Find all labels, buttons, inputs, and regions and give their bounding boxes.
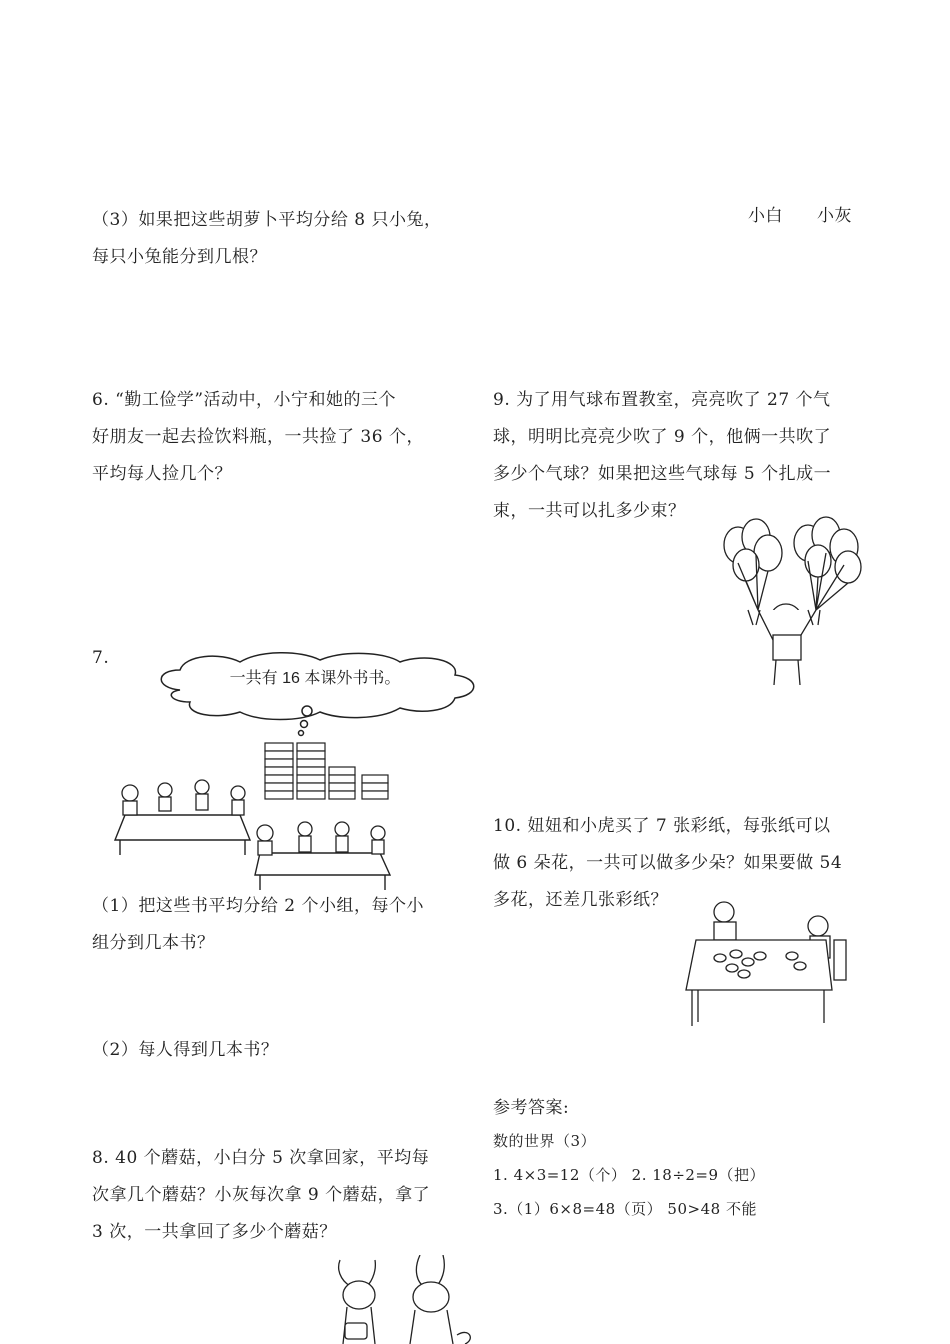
text-line: 每只小兔能分到几根？	[92, 247, 267, 267]
bubble-text: 一共有 16 本课外书书。	[229, 670, 401, 687]
answer-line: 3.（1）6×8=48（页） 50>48 不能	[493, 1200, 757, 1218]
text-line: 好朋友一起去捡饮料瓶，一共捡了 36 个，	[92, 427, 424, 447]
question-8	[92, 1140, 430, 1251]
text-line: （3）如果把这些胡萝卜平均分给 8 只小兔，	[92, 210, 442, 230]
text-line: 平均每人捡几个？	[92, 464, 232, 484]
text-line: 做 6 朵花，一共可以做多少朵？如果要做 54	[493, 853, 843, 873]
rabbit-names	[748, 198, 852, 235]
name-xiaobai: 小白	[748, 206, 783, 226]
rabbits-picture	[325, 1255, 475, 1344]
question-7-part1	[92, 888, 424, 962]
question-9	[493, 382, 831, 530]
text-line: 组分到几本书？	[92, 933, 215, 953]
text-line: 9. 为了用气球布置教室，亮亮吹了 27 个气	[493, 390, 831, 410]
text-line: 3 次，一共拿回了多少个蘑菇？	[92, 1222, 337, 1242]
classroom-picture	[110, 705, 400, 890]
question-7-label: 7.	[92, 648, 110, 668]
text-line: 多花，还差几张彩纸？	[493, 890, 668, 910]
text-line: 球，明明比亮亮少吹了 9 个，他俩一共吹了	[493, 427, 832, 447]
text-line: 多少个气球？如果把这些气球每 5 个扎成一	[493, 464, 832, 484]
answers-title: 参考答案:	[493, 1098, 570, 1118]
question-6	[92, 382, 424, 493]
q5-part3	[92, 202, 441, 276]
craft-table-picture	[684, 898, 854, 1028]
balloon-boy-picture	[718, 515, 868, 690]
answers-section: 数的世界（3）	[493, 1132, 597, 1150]
question-7-part2: （2）每人得到几本书？	[92, 1040, 279, 1060]
name-xiaohui: 小灰	[817, 206, 852, 226]
text-line: 束，一共可以扎多少束？	[493, 501, 686, 521]
answers-list	[493, 1158, 765, 1226]
text-line: 6. “勤工俭学”活动中，小宁和她的三个	[92, 390, 397, 410]
text-line: 次拿几个蘑菇？小灰每次拿 9 个蘑菇，拿了	[92, 1185, 431, 1205]
text-line: （1）把这些书平均分给 2 个小组，每个小	[92, 896, 424, 916]
text-line: 8. 40 个蘑菇，小白分 5 次拿回家，平均每	[92, 1148, 430, 1168]
text-line: 10. 妞妞和小虎买了 7 张彩纸，每张纸可以	[493, 816, 831, 836]
answer-line: 1. 4×3=12（个） 2. 18÷2=9（把）	[493, 1166, 766, 1184]
